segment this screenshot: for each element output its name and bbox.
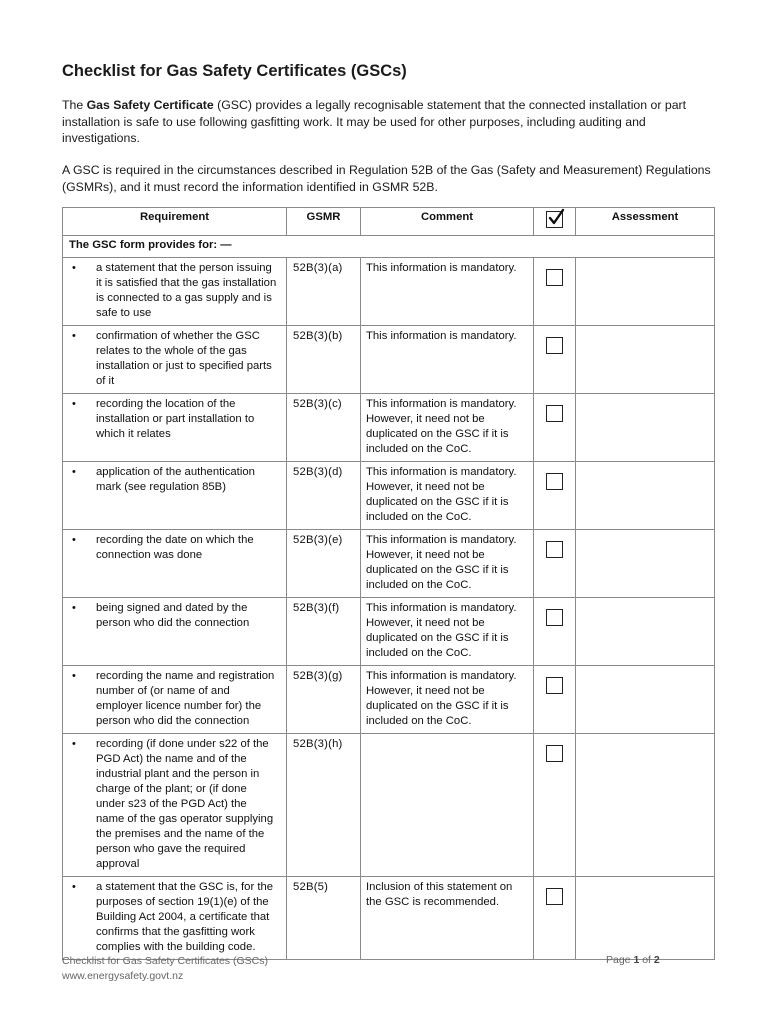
assessment-cell[interactable] [576, 877, 715, 960]
page-number [606, 954, 660, 966]
header-assessment: Assessment [576, 208, 715, 236]
requirement-cell [63, 394, 287, 462]
comment-cell: This information is mandatory. [361, 258, 534, 326]
bullet: • [72, 262, 76, 274]
requirement-text: recording the name and registration number of (or name of and employer licence number for) the person who did the connection [96, 670, 275, 727]
table-row [63, 258, 715, 326]
requirement-text: recording the location of the installation or part installation to which it relates [96, 398, 255, 440]
footer [62, 954, 268, 984]
requirement-cell [63, 666, 287, 734]
assessment-cell[interactable] [576, 394, 715, 462]
checkbox[interactable] [546, 337, 563, 354]
checked-box-icon [546, 211, 563, 228]
assessment-cell[interactable] [576, 462, 715, 530]
table-row [63, 666, 715, 734]
checkbox-cell [534, 326, 576, 394]
assessment-cell[interactable] [576, 326, 715, 394]
gsmr-cell: 52B(3)(e) [287, 530, 361, 598]
gsmr-cell: 52B(3)(a) [287, 258, 361, 326]
checkbox[interactable] [546, 745, 563, 762]
comment-cell: This information is mandatory. [361, 326, 534, 394]
requirement-text: confirmation of whether the GSC relates to the whole of the gas installation or just to specified parts of it [96, 330, 272, 387]
header-check [534, 208, 576, 236]
page-title: Checklist for Gas Safety Certificates (GSCs) [62, 62, 407, 80]
page-total: 2 [653, 954, 660, 966]
header-comment: Comment [361, 208, 534, 236]
checkbox[interactable] [546, 677, 563, 694]
gsmr-cell: 52B(5) [287, 877, 361, 960]
assessment-cell[interactable] [576, 666, 715, 734]
page-current: 1 [633, 954, 640, 966]
table-row [63, 394, 715, 462]
table-row [63, 734, 715, 877]
requirement-cell [63, 258, 287, 326]
requirement-text: recording (if done under s22 of the PGD Act) the name and of the industrial plant and the person in charge of the plant; or (if done under s23 of the PGD Act) the name of the gas operator supplying the premises and the name of the person who gave the required approval [96, 738, 274, 870]
section-row [63, 236, 715, 258]
checkbox-cell [534, 530, 576, 598]
checkbox[interactable] [546, 888, 563, 905]
comment-cell: This information is mandatory. However, it need not be duplicated on the GSC if it is included on the CoC. [361, 666, 534, 734]
table-row [63, 877, 715, 960]
checkbox[interactable] [546, 541, 563, 558]
comment-cell: This information is mandatory. However, it need not be duplicated on the GSC if it is included on the CoC. [361, 530, 534, 598]
assessment-cell[interactable] [576, 598, 715, 666]
requirement-text: a statement that the GSC is, for the purposes of section 19(1)(e) of the Building Act 2004, a certificate that confirms that the gasfitting work complies with the building code. [96, 881, 274, 953]
table-row [63, 326, 715, 394]
bullet: • [72, 330, 76, 342]
bullet: • [72, 534, 76, 546]
section-label: The GSC form provides for: — [63, 236, 715, 258]
checkbox[interactable] [546, 269, 563, 286]
gsmr-cell: 52B(3)(c) [287, 394, 361, 462]
requirement-cell [63, 326, 287, 394]
bullet: • [72, 398, 76, 410]
checkbox[interactable] [546, 473, 563, 490]
checkbox-cell [534, 462, 576, 530]
gsmr-cell: 52B(3)(f) [287, 598, 361, 666]
requirement-text: recording the date on which the connection was done [96, 534, 254, 561]
requirement-cell [63, 877, 287, 960]
requirement-cell [63, 530, 287, 598]
comment-cell: Inclusion of this statement on the GSC is recommended. [361, 877, 534, 960]
gsmr-cell: 52B(3)(h) [287, 734, 361, 877]
footer-website: www.energysafety.govt.nz [62, 970, 184, 982]
header-requirement: Requirement [63, 208, 287, 236]
intro-paragraph-2: A GSC is required in the circumstances described in Regulation 52B of the Gas (Safety and Measurement) Regulations (GSMRs), and it must record the information identified in GSMR 52B. [62, 163, 711, 194]
requirement-text: application of the authentication mark (see regulation 85B) [96, 466, 255, 493]
assessment-cell[interactable] [576, 734, 715, 877]
gsmr-cell: 52B(3)(g) [287, 666, 361, 734]
comment-cell [361, 734, 534, 877]
checkbox-cell [534, 666, 576, 734]
assessment-cell[interactable] [576, 530, 715, 598]
checkbox-cell [534, 877, 576, 960]
table-row [63, 530, 715, 598]
bullet: • [72, 466, 76, 478]
checkbox-cell [534, 394, 576, 462]
requirement-cell [63, 734, 287, 877]
comment-cell: This information is mandatory. However, it need not be duplicated on the GSC if it is included on the CoC. [361, 598, 534, 666]
table-row [63, 598, 715, 666]
bullet: • [72, 881, 76, 893]
bullet: • [72, 738, 76, 750]
comment-cell: This information is mandatory. However, it need not be duplicated on the GSC if it is included on the CoC. [361, 394, 534, 462]
requirement-cell [63, 598, 287, 666]
gsmr-cell: 52B(3)(b) [287, 326, 361, 394]
requirement-text: being signed and dated by the person who did the connection [96, 602, 250, 629]
bullet: • [72, 670, 76, 682]
checkbox[interactable] [546, 405, 563, 422]
intro-p1-lead: The [62, 98, 87, 112]
bullet: • [72, 602, 76, 614]
header-gsmr: GSMR [287, 208, 361, 236]
gsmr-cell: 52B(3)(d) [287, 462, 361, 530]
checkbox-cell [534, 598, 576, 666]
page-word: Page [606, 954, 634, 966]
table-header-row [63, 208, 715, 236]
checkbox-cell [534, 258, 576, 326]
checklist-table [62, 207, 715, 960]
assessment-cell[interactable] [576, 258, 715, 326]
intro-paragraph-1 [62, 97, 712, 147]
table-row [63, 462, 715, 530]
checkbox-cell [534, 734, 576, 877]
footer-doc-name: Checklist for Gas Safety Certificates (GSCs) [62, 955, 268, 967]
requirement-text: a statement that the person issuing it is satisfied that the gas installation is connected to a gas supply and is safe to use [96, 262, 277, 319]
page-of: of [639, 954, 654, 966]
checkbox[interactable] [546, 609, 563, 626]
comment-cell: This information is mandatory. However, it need not be duplicated on the GSC if it is included on the CoC. [361, 462, 534, 530]
intro-p1-bold: Gas Safety Certificate [86, 98, 214, 112]
requirement-cell [63, 462, 287, 530]
intro-p1-rest: (GSC) provides a legally recognisable statement that the connected installation or part installation is safe to use following gasfitting work. It may be used for other purposes, including auditing and investigations. [62, 98, 687, 145]
